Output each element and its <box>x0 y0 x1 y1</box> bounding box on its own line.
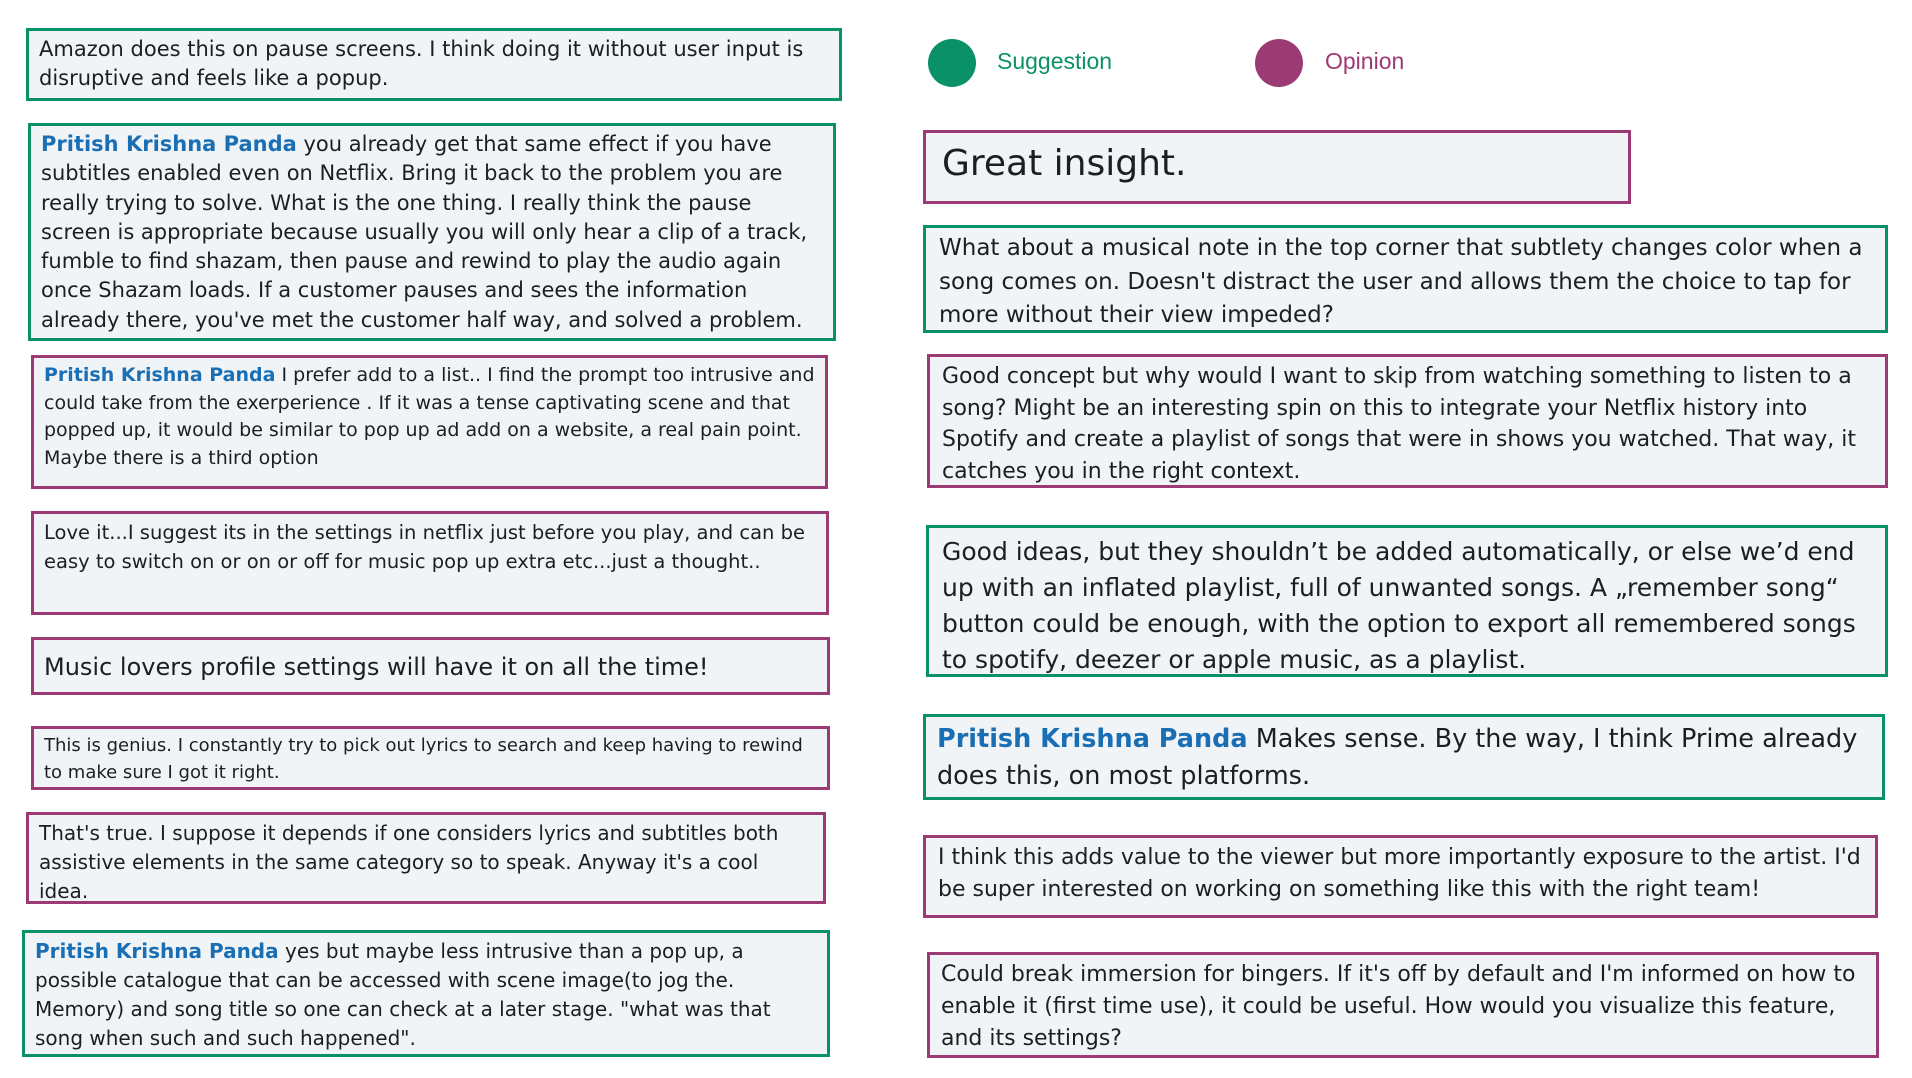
comment-card <box>927 354 1888 488</box>
comment-text: Amazon does this on pause screens. I think doing it without user input is disruptive and feels like a popup. <box>39 37 804 90</box>
comment-card <box>22 930 830 1057</box>
opinion-legend-label: Opinion <box>1325 48 1405 74</box>
comment-text: Pritish Krishna Panda you already get that same effect if you have subtitles enabled even on Netflix. Bring it back to the problem you are really trying to solve. What is the one thing. I really think the pause screen is appropriate because usually you will only hear a clip of a track, fumble to find shazam, then pause and rewind to play the audio again once Shazam loads. If a customer pauses and sees the information already there, you've met the customer half way, and solved a problem. <box>41 132 808 332</box>
comment-text: What about a musical note in the top corner that subtlety changes color when a song comes on. Doesn't distract the user and allows them the choice to tap for more without their view impeded? <box>939 235 1863 328</box>
comment-text: That's true. I suppose it depends if one considers lyrics and subtitles both assistive elements in the same category so to speak. Anyway it's a cool idea. <box>39 821 779 903</box>
comment-card <box>927 952 1879 1058</box>
comment-text: Great insight. <box>942 143 1187 184</box>
suggestion-legend-dot <box>928 39 976 87</box>
comment-card <box>926 525 1888 677</box>
comment-card <box>923 714 1885 800</box>
comment-text: Pritish Krishna Panda I prefer add to a list.. I find the prompt too intrusive and could take from the exerperience . If it was a tense captivating scene and that popped up, it would be similar to pop up ad add on a website, a real pain point. Maybe there is a third option <box>44 364 815 469</box>
comment-card <box>31 637 830 695</box>
comment-author: Pritish Krishna Panda <box>41 132 297 156</box>
suggestion-legend-label: Suggestion <box>997 48 1113 74</box>
comment-card <box>31 511 829 615</box>
opinion-legend-dot <box>1255 39 1303 87</box>
comment-text: Could break immersion for bingers. If it's off by default and I'm informed on how to enable it (first time use), it could be useful. How would you visualize this feature, and its settings? <box>941 962 1856 1051</box>
comment-text: Love it...I suggest its in the settings in netflix just before you play, and can be easy to switch on or on or off for music pop up extra etc...just a thought.. <box>44 521 805 573</box>
comment-author: Pritish Krishna Panda <box>44 364 276 386</box>
comment-card <box>923 835 1878 918</box>
comment-text: Music lovers profile settings will have it on all the time! <box>44 653 709 681</box>
comment-text: Pritish Krishna Panda yes but maybe less intrusive than a pop up, a possible catalogue that can be accessed with scene image(to jog the. Memory) and song title so one can check at a later stage. "what was that song when such and such happened". <box>35 939 771 1050</box>
comment-card <box>28 123 836 341</box>
comment-card <box>26 812 826 904</box>
comment-text: I think this adds value to the viewer but more importantly exposure to the artist. I'd be super interested on working on something like this with the right team! <box>938 845 1861 902</box>
comment-card <box>31 726 830 790</box>
comment-card <box>923 130 1631 204</box>
comment-author: Pritish Krishna Panda <box>35 939 279 963</box>
comment-card <box>923 225 1888 333</box>
comment-card <box>31 355 828 489</box>
comment-text: This is genius. I constantly try to pick out lyrics to search and keep having to rewind to make sure I got it right. <box>44 735 803 783</box>
comment-text: Good ideas, but they shouldn’t be added automatically, or else we’d end up with an inflated playlist, full of unwanted songs. A „remember song“ button could be enough, with the option to export all remembered songs to spotify, deezer or apple music, as a playlist. <box>942 537 1856 674</box>
comment-text: Good concept but why would I want to skip from watching something to listen to a song? Might be an interesting spin on this to integrate your Netflix history into Spotify and create a playlist of songs that were in shows you watched. That way, it catches you in the right context. <box>942 364 1856 484</box>
comment-author: Pritish Krishna Panda <box>937 724 1248 754</box>
comment-card <box>26 28 842 101</box>
comment-text: Pritish Krishna Panda Makes sense. By the way, I think Prime already does this, on most platforms. <box>937 724 1858 791</box>
